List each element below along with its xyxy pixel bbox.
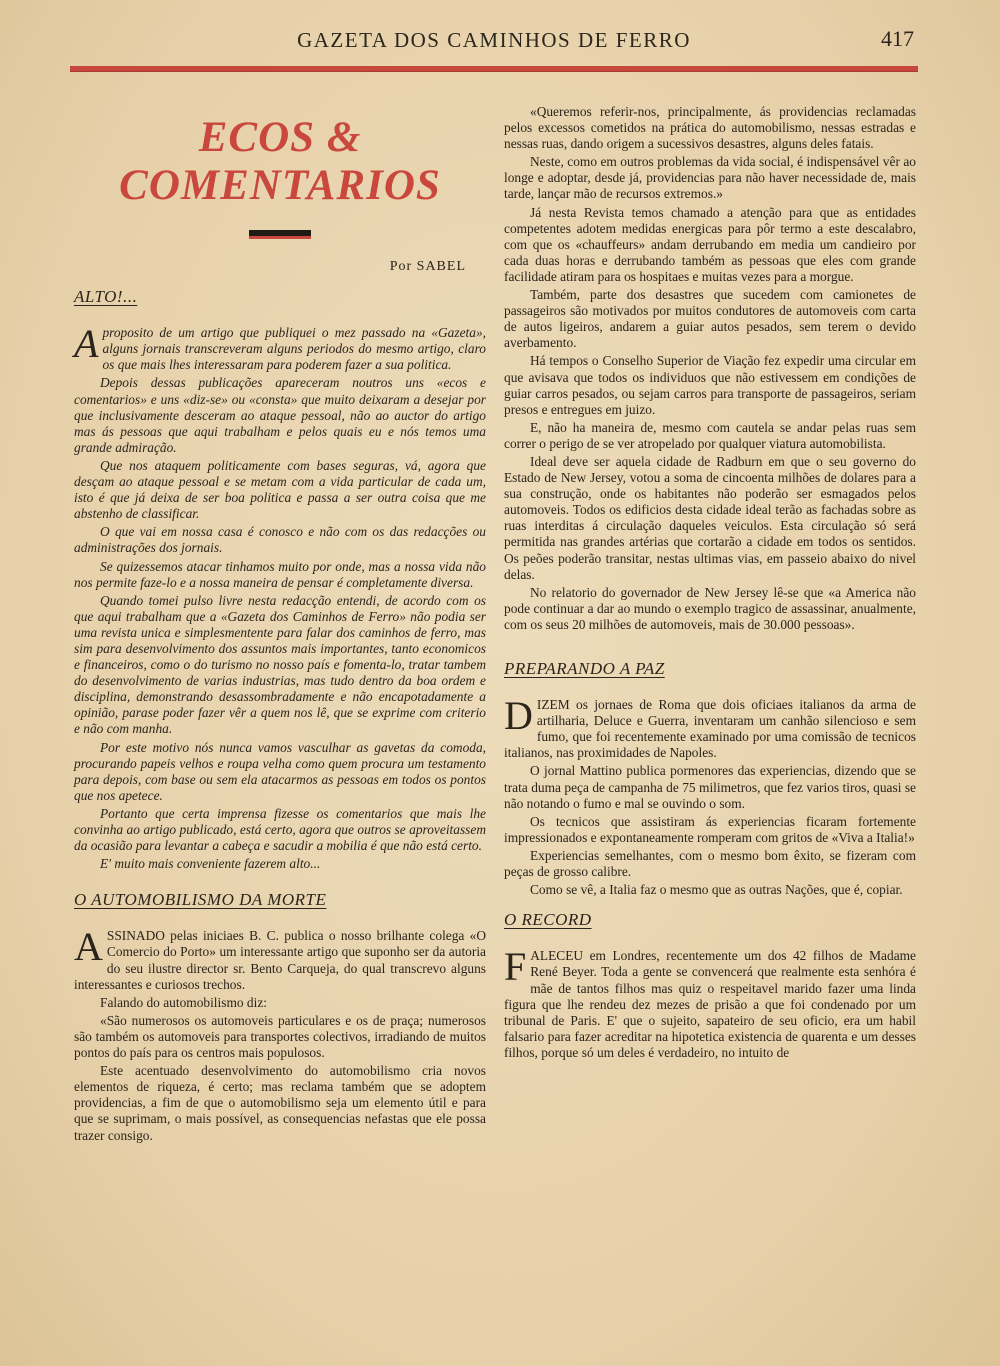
paragraph: «Queremos referir-nos, principalmente, ás providencias reclamadas pelos excessos cometidos na prática do automobilismo, nessas estradas e nessas ruas, dando origem a sucessivos desastres, alguns deles fatais. — [504, 104, 916, 152]
paragraph: Há tempos o Conselho Superior de Viação fez expedir uma circular em que avisava que todos os individuos que não estivessem em condições de guiar carros pesados, ou sejam carros para transporte de passageiros, seriam presos e entregues em juizo. — [504, 353, 916, 417]
paragraph: Este acentuado desenvolvimento do automobilismo cria novos elementos de riqueza, é certo; mas reclama também que se adoptem providencias, a fim de que o automobilismo seja um elemento útil e para que se suprimam, o mais possível, as consequencias nefastas que ele possa trazer consigo. — [74, 1063, 486, 1143]
paragraph: Se quizessemos atacar tinhamos muito por onde, mas a nossa vida não nos permite faze-lo e a nossa maneira de pensar é completamente diversa. — [74, 558, 486, 590]
paragraph: Aproposito de um artigo que publiquei o mez passado na «Gazeta», alguns jornais transcreveram alguns periodos do mesmo artigo, claro os que mais lhes interessaram para poderem fazer a sua politica. — [74, 321, 486, 373]
paragraph: No relatorio do governador de New Jersey lê-se que «a America não pode continuar a dar ao mundo o exemplo tragico de assassinar, anualmente, com os seus 20 milhões de automoveis, mais de 30.000 pessoas». — [504, 584, 916, 632]
running-header — [70, 24, 918, 56]
paragraph: Portanto que certa imprensa fizesse os comentarios que mais lhe convinha ao artigo publicado, está certo, agora que outros se aproveitassem da ocasião para levantar a cabeça e sacudir a mobilia é que não está certo. — [74, 805, 486, 854]
section-heading-record: O RECORD — [504, 910, 592, 930]
paragraph: Como se vê, a Italia faz o mesmo que as outras Nações, que é, copiar. — [530, 882, 903, 898]
section-body-automobilismo — [74, 924, 486, 1143]
section-heading-alto: ALTO!... — [74, 287, 138, 307]
drop-cap: D — [504, 693, 533, 739]
paragraph: Depois dessas publicações apareceram noutros uns «ecos e comentarios» e uns «diz-se» ou «consta» que muito deixaram a desejar por que inclusivamente desceram ao ataque pessoal, não ao auctor do artigo mas ás pessoas que aqui trabalham e pelos quais eu e nós temos uma grande admiração. — [74, 375, 486, 455]
paragraph: Os tecnicos que assistiram ás experiencias ficaram fortemente impressionados e expontaneamente romperam com gritos de «Viva a Italia!» — [504, 813, 916, 845]
paragraph: Experiencias semelhantes, com o mesmo bom êxito, se fizeram com peças de grosso calibre. — [504, 847, 916, 880]
section-body-alto — [74, 321, 486, 872]
paragraph: ASSINADO pelas iniciaes B. C. publica o nosso brilhante colega «O Comercio do Porto» um interessante artigo que suponho ser da autoria do seu ilustre director sr. Bento Carqueja, do qual transcrevo alguns interessantes e curiosos trechos. — [74, 924, 486, 992]
paragraph: DIZEM os jornaes de Roma que dois oficiaes italianos da arma de artilharia, Deluce e Guerra, inventaram um canhão silencioso e sem fumo, que foi recentemente examinado por uma comissão de tecnicos italianos, nas proximidades de Napoles. — [504, 693, 916, 761]
paragraph: «São numerosos os automoveis particulares e os de praça; numerosos são também os automoveis para transportes colectivos, irradiando de muitos pontos do país para os centros mais populosos. — [74, 1012, 486, 1061]
paragraph: Neste, como em outros problemas da vida social, é indispensável vêr ao longe e adoptar, desde já, providencias para não haver necessidade de, mais tarde, lançar mão de recursos extremos.» — [504, 154, 916, 202]
paragraph: O que vai em nossa casa é conosco e não com os das redacções ou administrações dos jornais. — [74, 524, 486, 556]
paragraph: Já nesta Revista temos chamado a atenção para que as entidades competentes adotem medidas energicas para pôr termo a este descalabro, com que os «chauffeurs» andam derrubando em media um candieiro por cada duas horas e derrubando também as pessoas que eles com grande facilidade atiram para os hospitaes e muitas vezes para a morgue. — [504, 204, 916, 284]
paragraph: O jornal Mattino publica pormenores das experiencias, dizendo que se trata duma peça de campanha de 75 milimetros, que fez varios tiros, quasi se não notando o fumo e mal se ouvindo o som. — [504, 763, 916, 811]
paragraph: E' muito mais conveniente fazerem alto... — [100, 856, 321, 872]
section-heading-preparando: PREPARANDO A PAZ — [504, 659, 665, 678]
left-column — [74, 100, 486, 1146]
section-body-preparando — [504, 693, 916, 898]
paragraph: Que nos ataquem politicamente com bases seguras, vá, agora que desçam ao ataque pessoal e se metam com a vida particular de cada um, isto é que já deixa de ser boa politica e passa a ser outra coisa que me abstenho de classificar. — [74, 457, 486, 522]
paragraph: FALECEU em Londres, recentemente um dos 42 filhos de Madame René Beyer. Toda a gente se convencerá que realmente esta senhóra é mãe de tantos filhos mas quiz o respeitavel marido fazer uma linda figura que lhe rendeu dez mezes de prisão a que foi condenado por um tribunal de Paris. E' que o sujeito, sapateiro de seu oficio, era um habil falsario para fazer acreditar na hipotetica existencia de quarenta e um desses filhos, porque só um deles é verdadeiro, no intuito de — [504, 944, 916, 1060]
header-rule — [70, 66, 918, 72]
article-title: ECOS & COMENTARIOS — [119, 114, 441, 209]
paragraph: Falando do automobilismo diz: — [100, 994, 267, 1010]
paragraph: Por este motivo nós nunca vamos vasculhar as gavetas da comoda, procurando papeis velhos e roupa velha como quem procura um testamento para depois, com base ou sem ela atacarmos as pessoas em todos os pontos que nos apetece. — [74, 739, 486, 803]
paragraph: Quando tomei pulso livre nesta redacção entendi, de acordo com os que aqui trabalham que a «Gazeta dos Caminhos de Ferro» não podia ser uma revista unica e simplesmentente para falar dos caminhos de ferro, mas sim para desenvolvimento dos assuntos mais importantes, tanto economicos e financeiros, como o do turismo no nosso país e fomenta-lo, tratar tambem do desenvolvimento de varias industrias, mas tudo dentro da boa ordem e disciplina, demonstrando desassombradamente e não encapotadamente a opinião, parase poder fazer vêr a quem nos lê, que se exprime com criterio e não com manha. — [74, 592, 486, 737]
section-heading-automobilismo: O AUTOMOBILISMO DA MORTE — [74, 890, 327, 910]
paragraph: Ideal deve ser aquela cidade de Radburn em que o seu governo do Estado de New Jersey, votou a soma de cincoenta milhões de dolares para a sua construção, onde os habitantes não poderão ser esmagados pelos automoveis. Todos os edificios desta cidade ideal terão as fachadas sobre as ruas interditas á circulação daqueles veiculos. Esta circulação só será permitida nas grandes artérias que cortarão a cidade em todos os sentidos. Os peões poderão transitar, nestas ultimas vias, em passeio abaixo do nivel delas. — [504, 453, 916, 582]
journal-title: GAZETA DOS CAMINHOS DE FERRO — [297, 28, 691, 52]
right-column — [504, 104, 916, 1063]
drop-cap: A — [74, 924, 103, 970]
title-ornament — [249, 230, 311, 239]
drop-cap: A — [74, 321, 99, 367]
paragraph: Também, parte dos desastres que sucedem com camionetes de passageiros são motivados por muitos condutores de automoveis com carta de autos ligeiros, andarem a guiar autos pesados, sem terem o devido averbamento. — [504, 287, 916, 351]
paragraph: E, não ha maneira de, mesmo com cautela se andar pelas ruas sem correr o perigo de se ver atropelado por qualquer viatura automobilista. — [504, 419, 916, 451]
page-number: 417 — [881, 26, 914, 51]
byline: Por SABEL — [389, 259, 466, 274]
section-body-record — [504, 944, 916, 1061]
drop-cap: F — [504, 944, 527, 990]
